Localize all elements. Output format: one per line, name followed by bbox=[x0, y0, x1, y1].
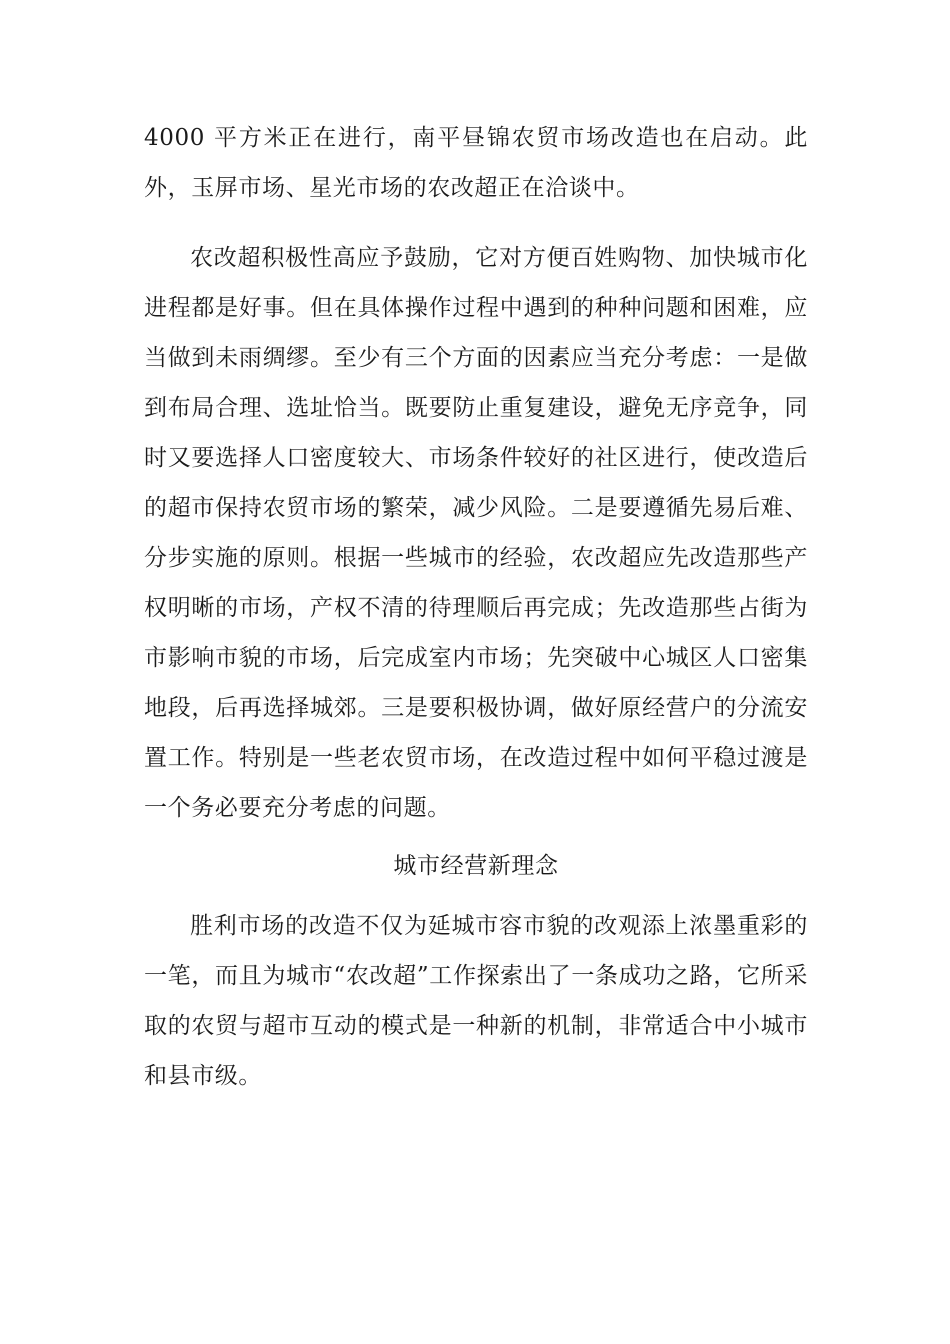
section-heading: 城市经营新理念 bbox=[393, 853, 559, 879]
paragraph-considerations: 农改超积极性高应予鼓励，它对方便百姓购物、加快城市化进程都是好事。但在具体操作过程中遇到的种种问题和困难，应当做到未雨绸缪。至少有三个方面的因素应当充分考虑：一是做到布局合理、选址恰当。既要防止重复建设，避免无序竞争，同时又要选择人口密度较大、市场条件较好的社区进行，使改造后的超市保持农贸市场的繁荣，减少风险。二是要遵循先易后难、分步实施的原则。根据一些城市的经验，农改超应先改造那些产权明晰的市场，产权不清的待理顺后再完成；先改造那些占街为市影响市貌的市场，后完成室内市场；先突破中心城区人口密集地段，后再选择城郊。三是要积极协调，做好原经营户的分流安置工作。特别是一些老农贸市场，在改造过程中如何平稳过渡是一个务必要充分考虑的问题。 bbox=[144, 245, 808, 821]
paragraph-shengli-market: 胜利市场的改造不仅为延城市容市貌的改观添上浓墨重彩的一笔，而且为城市“农改超”工作探索出了一条成功之路，它所采取的农贸与超市互动的模式是一种新的机制，非常适合中小城市和县市级。 bbox=[144, 913, 808, 1089]
document-body bbox=[144, 113, 808, 1101]
paragraph-continuation: 4000 平方米正在进行，南平昼锦农贸市场改造也在启动。此外，玉屏市场、星光市场的农改超正在洽谈中。 bbox=[144, 125, 808, 201]
